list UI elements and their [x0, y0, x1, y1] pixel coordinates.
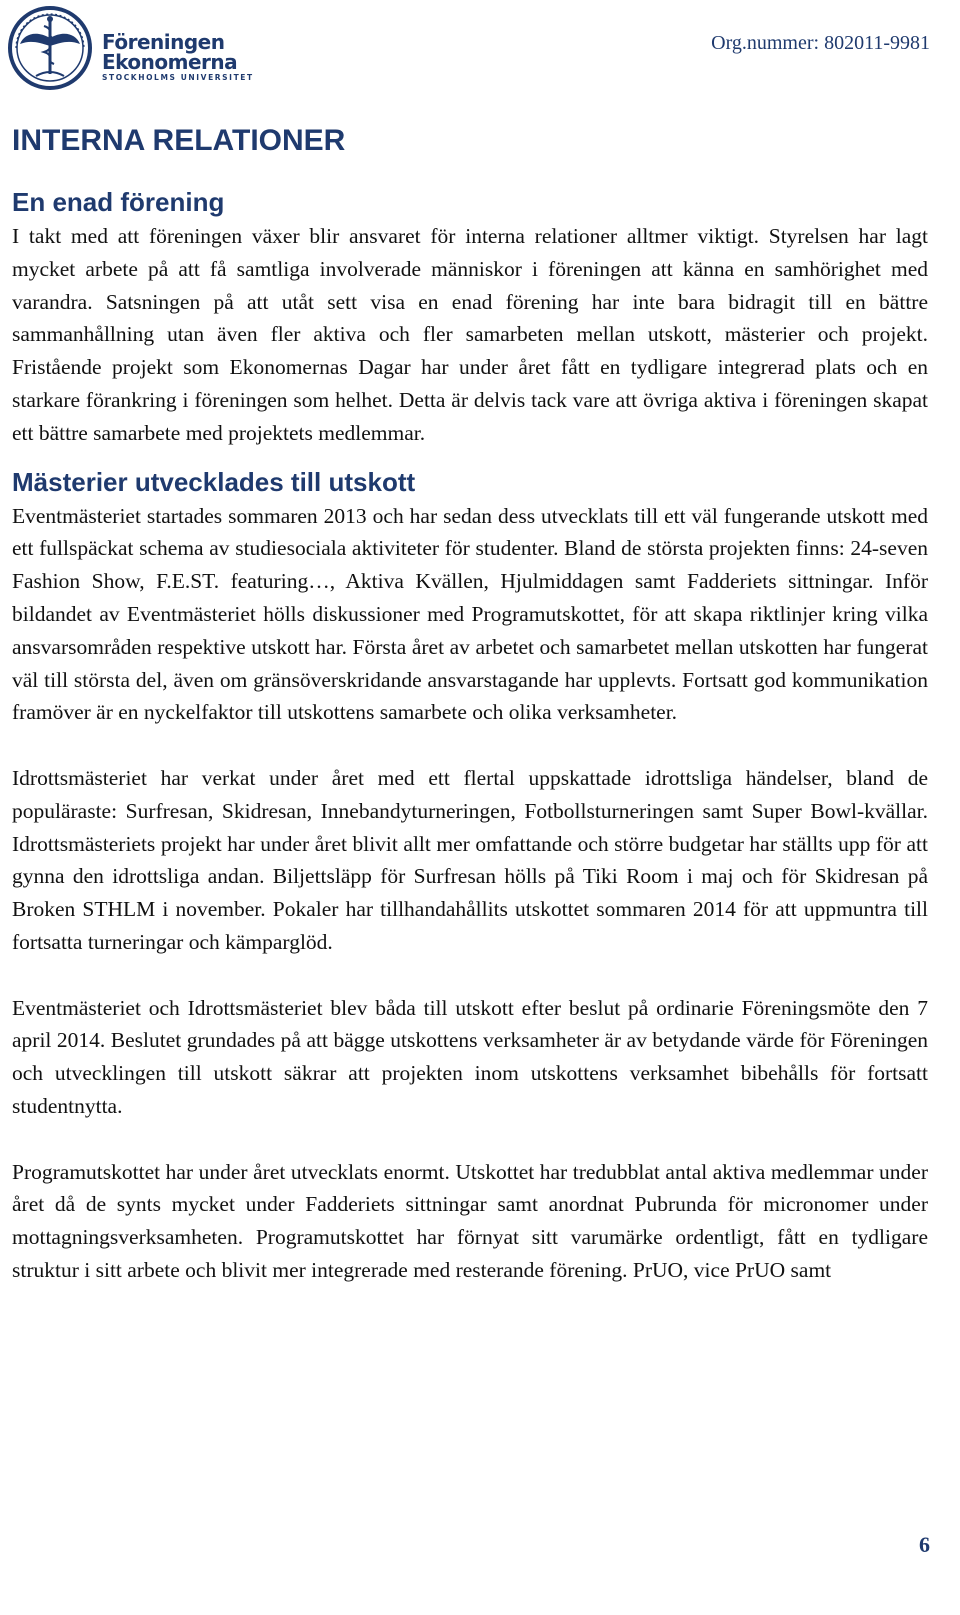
section-heading-committees: Mästerier utvecklades till utskott [12, 466, 416, 497]
paragraph: Idrottsmästeriet har verkat under året med ett flertal uppskattade idrottsliga händelser, bland de populäraste: Surfresan, Skidresan, Innebandyturneringen, Fotbollsturneringen samt Super Bowl-kvällar. Idrottsmästeriets projekt har under året blivit allt mer omfattande och större budgetar har ställts upp för att gynna den idrottsliga andan. Biljettsläpp för Surfresan hölls på Tiki Room i maj och för Skidresan på Broken STHLM i november. Pokaler har tillhandahållits utskottet sommaren 2014 för att uppmuntra till fortsatta turneringar och kämparglöd. [12, 765, 928, 954]
document-body [12, 118, 928, 1287]
org-number: Org.nummer: 802011-9981 [711, 32, 930, 54]
logo-line-1: Föreningen [102, 30, 225, 54]
page-header [0, 0, 960, 100]
logo-line-2: Ekonomerna [102, 50, 238, 74]
paragraph: I takt med att föreningen växer blir ansvaret för interna relationer alltmer viktigt. Styrelsen har lagt mycket arbete på att få samtliga involverade människor i föreningen att känna en samhörighet med varandra. Satsningen på att utåt sett visa en enad förening har inte bara bidragit till en bättre sammanhållning utan även fler aktiva och fler samarbeten mellan utskott, mästerier och projekt. Fristående projekt som Ekonomernas Dagar har under året fått en tydligare integrerad plats och en starkare förankring i föreningen som helhet. Detta är delvis tack vare att övriga aktiva i föreningen skapat ett bättre samarbete med projektets medlemmar. [12, 224, 928, 445]
logo [6, 4, 256, 92]
seal-emblem-icon [6, 4, 98, 92]
section-heading-united-association: En enad förening [12, 187, 225, 217]
page-title: INTERNA RELATIONER [12, 124, 346, 157]
paragraph: Programutskottet har under året utvecklats enormt. Utskottet har tredubblat antal aktiva medlemmar under året då de synts mycket under Fadderiets sittningar samt anordnat Pubrunda för micronomer under mottagningsverksamheten. Programutskottet har förnyat sitt varumärke ordentligt, fått en tydligare struktur i sitt arbete och blivit mer integrerade med resterande förening. PrUO, vice PrUO samt [12, 1159, 928, 1282]
logo-line-3: STOCKHOLMS UNIVERSITET [102, 73, 254, 82]
logo-wordmark [102, 32, 254, 83]
page-number: 6 [919, 1532, 930, 1557]
paragraph: Eventmästeriet startades sommaren 2013 och har sedan dess utvecklats till ett väl fungerande utskott med ett fullspäckat schema av studiesociala aktiviteter för studenter. Bland de största projekten finns: 24-seven Fashion Show, F.E.ST. featuring…, Aktiva Kvällen, Hjulmiddagen samt Fadderiets sittningar. Inför bildandet av Eventmästeriet hölls diskussioner med Programutskottet, för att skapa riktlinjer kring vilka ansvarsområden respektive utskott har. Första året av arbetet och samarbetet mellan utskotten har fungerat väl till största del, även om gränsöverskridande ansvarstagande har upplevts. Fortsatt god kommunikation framöver är en nyckelfaktor till utskottens samarbete och olika verksamheter. [12, 503, 928, 725]
paragraph: Eventmästeriet och Idrottsmästeriet blev båda till utskott efter beslut på ordinarie Föreningsmöte den 7 april 2014. Beslutet grundades på att bägge utskottens verksamheter är av betydande värde för Föreningen och utvecklingen till utskott säkrar att projekten inom utskottens verksamhet bibehålls för fortsatt studentnytta. [12, 995, 928, 1118]
